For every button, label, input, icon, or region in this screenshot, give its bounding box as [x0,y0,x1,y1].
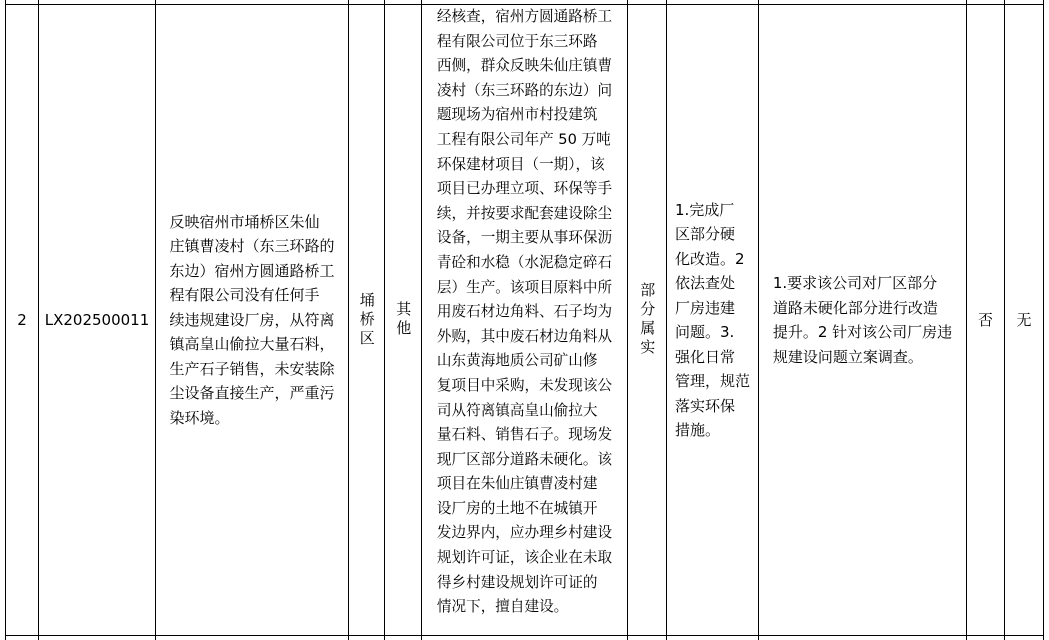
case-id-cell [39,5,155,635]
investigation-cell [422,5,627,635]
district-cell [349,5,384,635]
verdict-text: 部分属实 [638,282,657,358]
remarks-text: 无 [1016,310,1032,329]
district-text: 埇桥区 [357,291,376,349]
row-border-bottom [5,635,1044,636]
investigation-text: 经核查，宿州方圆通路桥工 程有限公司位于东三环路 西侧，群众反映朱仙庄镇曹 凌村（东三环路的东边）问 题现场为宿州市村投建筑 工程有限公司年产 50 万吨 环保建材项目（一期），该 项目已办理立项、环保等手 续，并按要求配套建设除尘 设备，一期主要从事环保沥 青砼和水稳（水泥稳定碎石 层）生产。该项目原料中所 用废石材边角料、石子均为 外购，其中废石材边角料从 山东黄海地质公司矿山修 复项目中采购，未发现该公 司从符离镇高皇山偷拉大 量石料、销售石子。现场发 现厂区部分道路未硬化。该 项目在朱仙庄镇曹凌村建 设厂房的土地不在城镇开 发边界内，应办理乡村建设 规划许可证，该企业在未取 得乡村建设规划许可证的 情况下，擅自建设。 [436,8,613,616]
case-id: LX202500011 [44,310,150,329]
remarks-cell [1005,5,1043,635]
accountability-text: 否 [977,310,993,329]
verdict-cell [628,5,666,635]
handling-text: 1.要求该公司对厂区部分 道路未硬化部分进行改造 提升。2 针对该公司厂房违 规建设问题立案调查。 [772,274,953,366]
rectification-cell [667,5,758,635]
accountability-cell [967,5,1004,635]
row-index-cell [6,5,38,635]
complaint-cell [156,5,348,635]
rectification-text: 1.完成厂 区部分硬 化改造。2 依法查处 厂房违建 问题。3. 强化日常 管理，规范 落实环保 措施。 [674,200,750,439]
complaint-text: 反映宿州市埇桥区朱仙 庄镇曹凌村（东三环路的 东边）宿州方圆通路桥工 程有限公司没有任何手 续违规建设厂房，从符离 镇高皇山偷拉大量石料， 生产石子销售，未安装除 尘设备直接生产，严重污 染环境。 [169,212,335,427]
category-cell [385,5,421,635]
handling-cell [759,5,966,635]
row-index: 2 [17,310,27,329]
category-text: 其他 [394,301,413,339]
table-border-right [1043,0,1044,640]
